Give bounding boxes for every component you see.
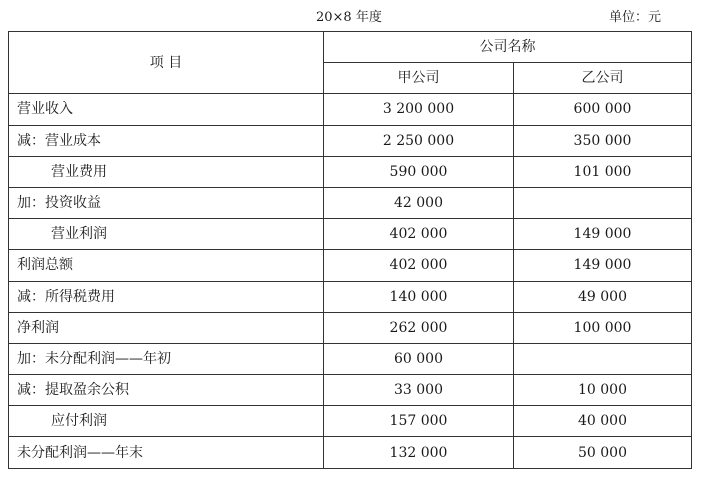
company-a-value: 590 000 (324, 156, 514, 187)
company-b-value: 10 000 (514, 375, 692, 406)
table-row (9, 406, 692, 437)
table-row (9, 437, 692, 468)
company-b-value: 149 000 (514, 250, 692, 281)
table-row (9, 156, 692, 187)
company-a-value: 402 000 (324, 250, 514, 281)
company-b-value (514, 187, 692, 218)
company-a-value: 157 000 (324, 406, 514, 437)
unit-caption: 单位：元 (609, 10, 662, 25)
row-label: 加：未分配利润——年初 (9, 343, 324, 374)
company-a-value: 402 000 (324, 219, 514, 250)
item-column-header: 项 目 (9, 32, 324, 94)
company-b-value: 350 000 (514, 125, 692, 156)
company-b-value: 100 000 (514, 312, 692, 343)
row-label: 净利润 (9, 312, 324, 343)
company-b-value: 40 000 (514, 406, 692, 437)
company-a-value: 33 000 (324, 375, 514, 406)
table-row (9, 187, 692, 218)
table-row (9, 375, 692, 406)
row-label: 未分配利润——年末 (9, 437, 324, 468)
row-label: 加：投资收益 (9, 187, 324, 218)
row-label: 减：提取盈余公积 (9, 375, 324, 406)
table-row (9, 343, 692, 374)
income-statement-body (9, 32, 692, 469)
row-label: 应付利润 (9, 406, 324, 437)
table-row (9, 281, 692, 312)
fiscal-year-caption: 20×8 年度 (316, 10, 382, 25)
company-name-header: 公司名称 (324, 32, 692, 63)
income-statement-table (8, 31, 692, 469)
company-a-value: 3 200 000 (324, 94, 514, 125)
company-a-header: 甲公司 (324, 63, 514, 94)
table-row (9, 125, 692, 156)
company-a-value: 132 000 (324, 437, 514, 468)
row-label: 营业利润 (9, 219, 324, 250)
header-row-top (9, 32, 692, 63)
company-b-value: 50 000 (514, 437, 692, 468)
table-row (9, 312, 692, 343)
company-b-value: 101 000 (514, 156, 692, 187)
company-b-value (514, 343, 692, 374)
row-label: 利润总额 (9, 250, 324, 281)
row-label: 营业收入 (9, 94, 324, 125)
company-b-header: 乙公司 (514, 63, 692, 94)
company-a-value: 60 000 (324, 343, 514, 374)
company-a-value: 42 000 (324, 187, 514, 218)
row-label: 减：营业成本 (9, 125, 324, 156)
company-a-value: 140 000 (324, 281, 514, 312)
company-b-value: 149 000 (514, 219, 692, 250)
row-label: 减：所得税费用 (9, 281, 324, 312)
company-b-value: 49 000 (514, 281, 692, 312)
table-row (9, 219, 692, 250)
company-a-value: 262 000 (324, 312, 514, 343)
table-row (9, 250, 692, 281)
company-a-value: 2 250 000 (324, 125, 514, 156)
row-label: 营业费用 (9, 156, 324, 187)
company-b-value: 600 000 (514, 94, 692, 125)
table-row (9, 94, 692, 125)
